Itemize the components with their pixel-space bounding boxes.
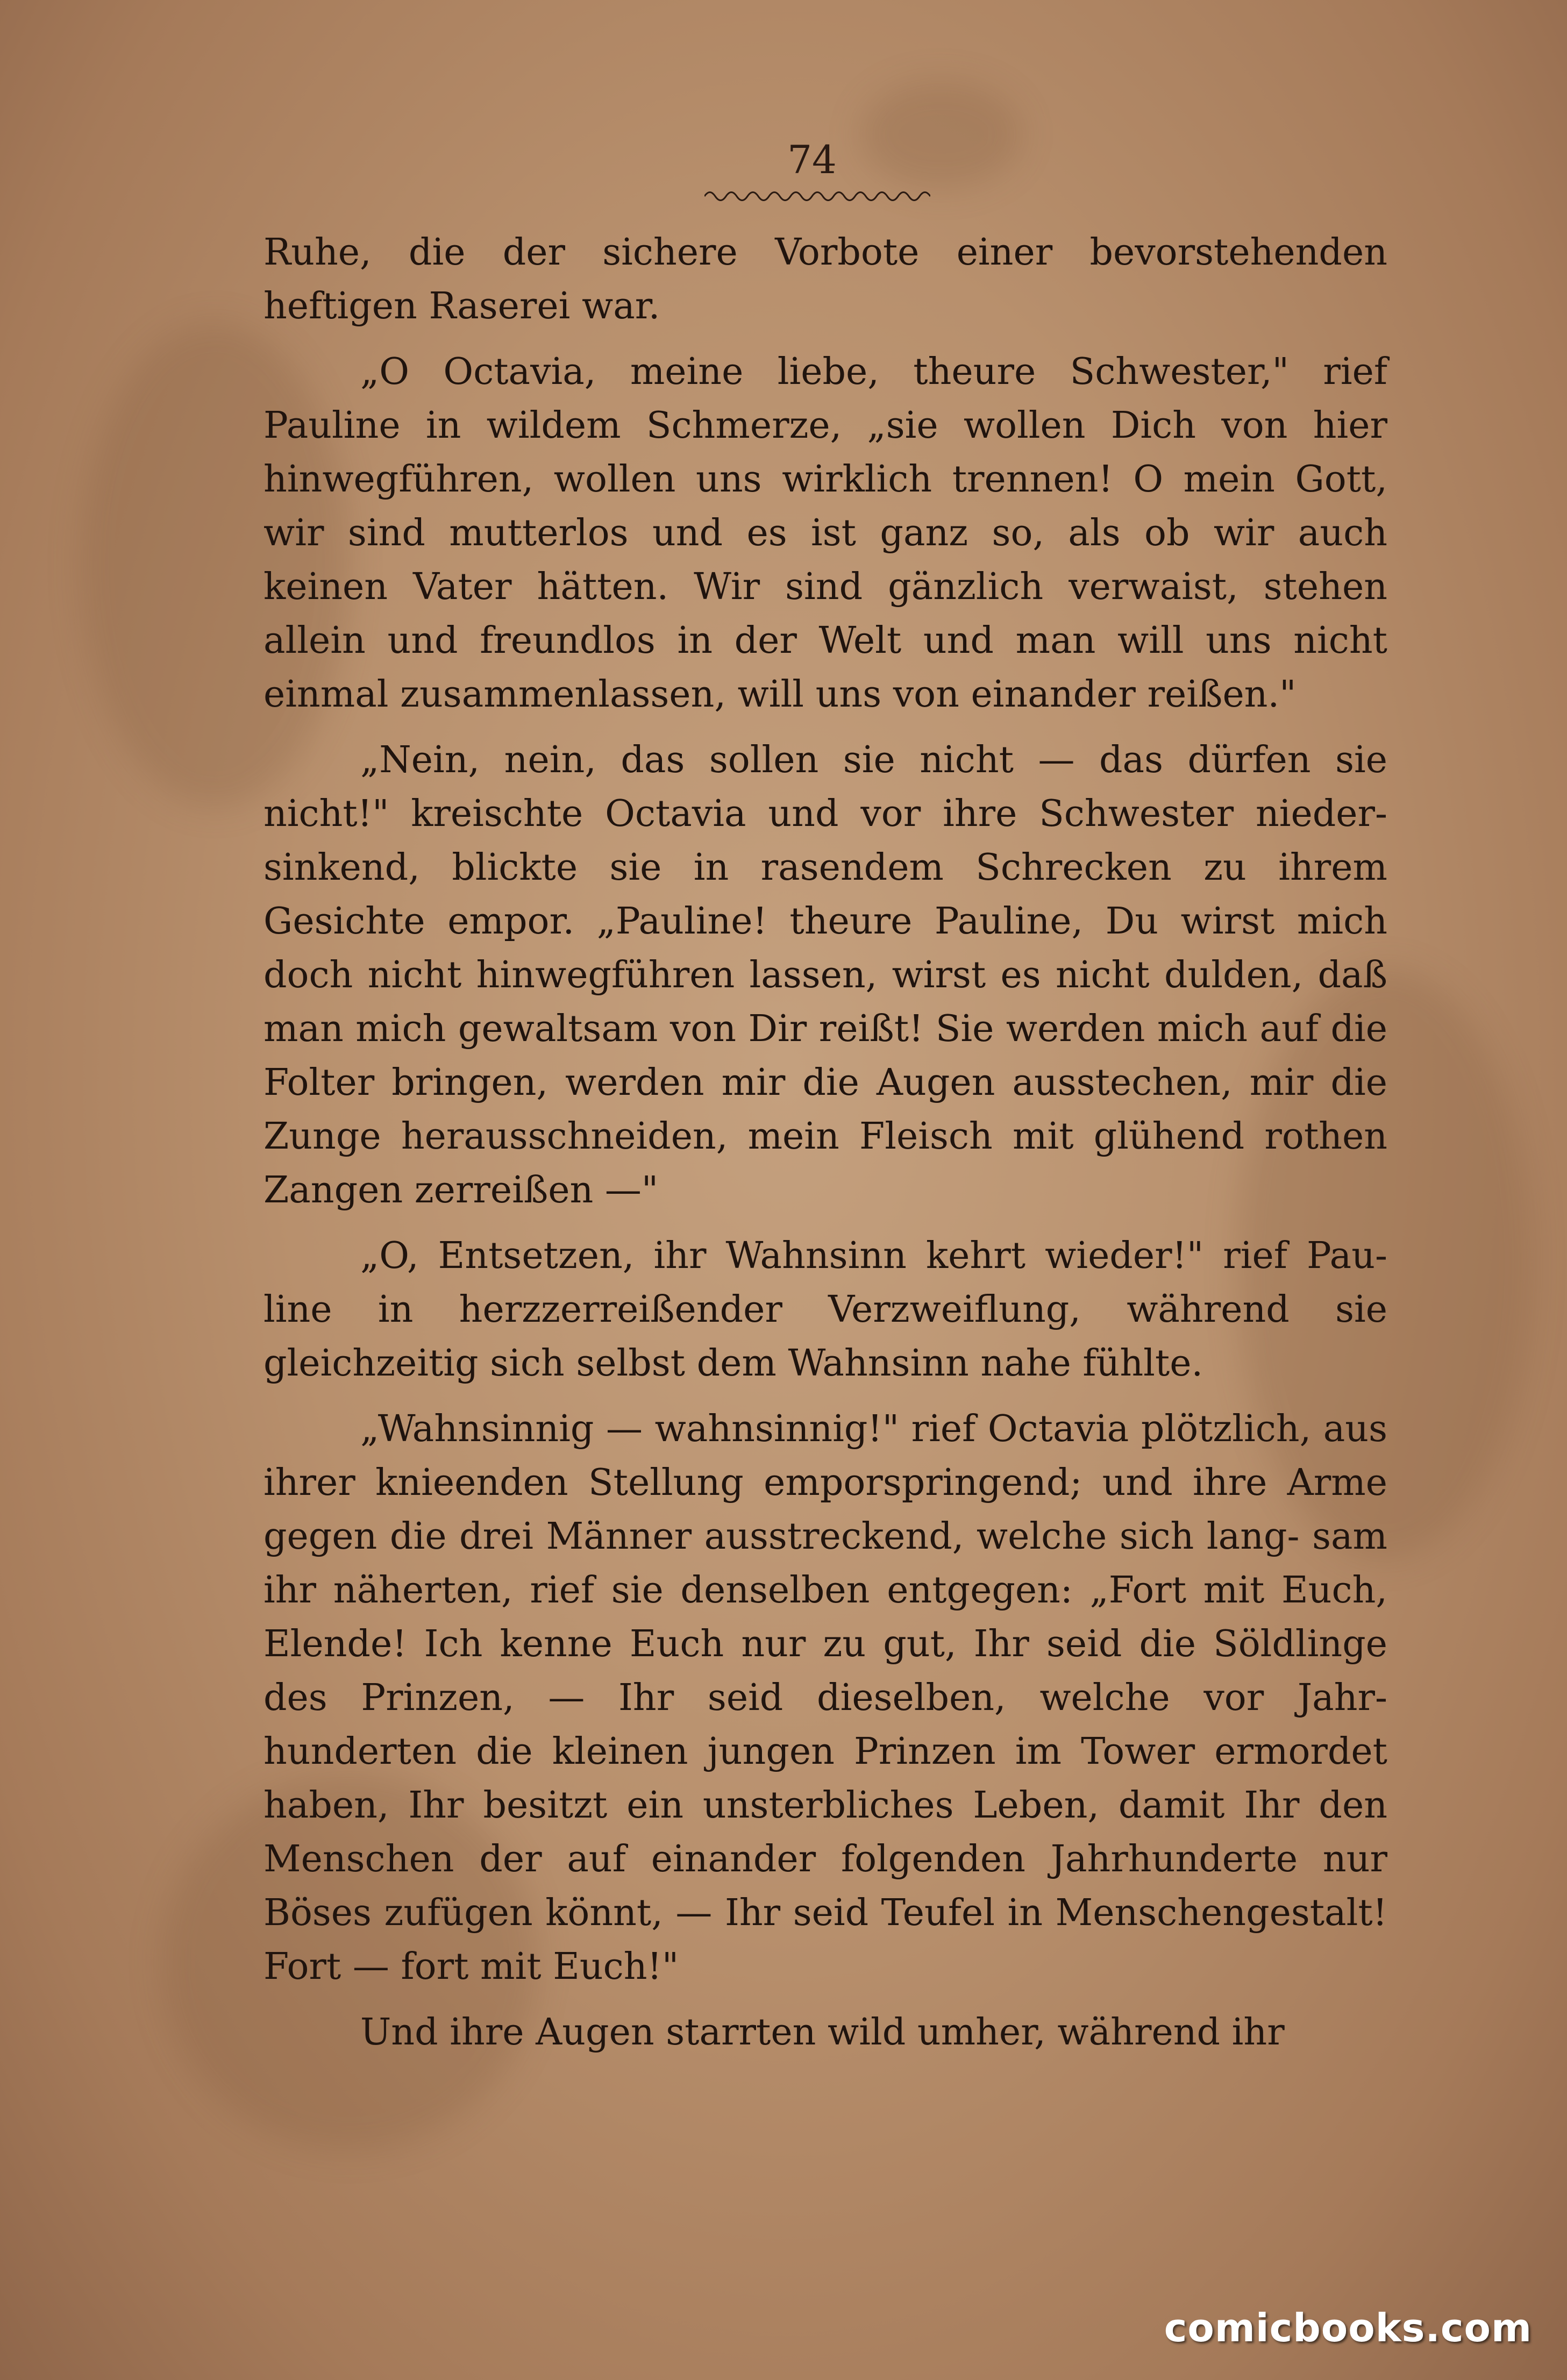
paragraph: „Nein, nein, das sollen sie nicht — das dürfen sie nicht!" kreischte Octavia und vor ihre Schwester nieder- sinkend, blickte sie in rasendem Schrecken zu ihrem Gesichte empor. „Pauline! theure Pauline, Du wirst mich doch nicht hinwegführen lassen, wirst es nicht dulden, daß man mich gewaltsam von Dir reißt! Sie werden mich auf die Folter bringen, werden mir die Augen ausstechen, mir die Zunge herausschneiden, mein Fleisch mit glühend rothen Zangen zerreißen —" (263, 739, 1387, 1212)
paragraph: Und ihre Augen starrten wild umher, während ihr (360, 2011, 1285, 2054)
body-text (263, 226, 1387, 2071)
page-number: 74 (787, 137, 837, 182)
paragraph: „Wahnsinnig — wahnsinnig!" rief Octavia plötzlich, aus ihrer knieenden Stellung emporspringend; und ihre Arme gegen die drei Männer ausstreckend, welche sich lang- sam ihr näherten, rief sie denselben entgegen: „Fort mit Euch, Elende! Ich kenne Euch nur zu gut, Ihr seid die Söldlinge des Prinzen, — Ihr seid dieselben, welche vor Jahr- hunderten die kleinen jungen Prinzen im Tower ermordet haben, Ihr besitzt ein unsterbliches Leben, damit Ihr den Menschen der auf einander folgenden Jahrhunderte nur Böses zufügen könnt, — Ihr seid Teufel in Menschengestalt! Fort — fort mit Euch!" (263, 1408, 1387, 1988)
site-watermark: comicbooks.com (1164, 2305, 1532, 2350)
paragraph: „O, Entsetzen, ihr Wahnsinn kehrt wieder!" rief Pau- line in herzzerreißender Verzweiflung, während sie gleichzeitig sich selbst dem Wahnsinn nahe fühlte. (263, 1235, 1387, 1385)
paragraph: Ruhe, die der sichere Vorbote einer bevorstehenden heftigen Raserei war. (263, 231, 1387, 327)
paper-stain (860, 81, 1022, 188)
wavy-rule-ornament (704, 186, 930, 202)
paragraph: „O Octavia, meine liebe, theure Schwester," rief Pauline in wildem Schmerze, „sie wollen Dich von hier hinwegführen, wollen uns wirklich trennen! O mein Gott, wir sind mutterlos und es ist ganz so, als ob wir auch keinen Vater hätten. Wir sind gänzlich verwaist, stehen allein und freundlos in der Welt und man will uns nicht einmal zusammenlassen, will uns von einander reißen." (263, 351, 1387, 716)
